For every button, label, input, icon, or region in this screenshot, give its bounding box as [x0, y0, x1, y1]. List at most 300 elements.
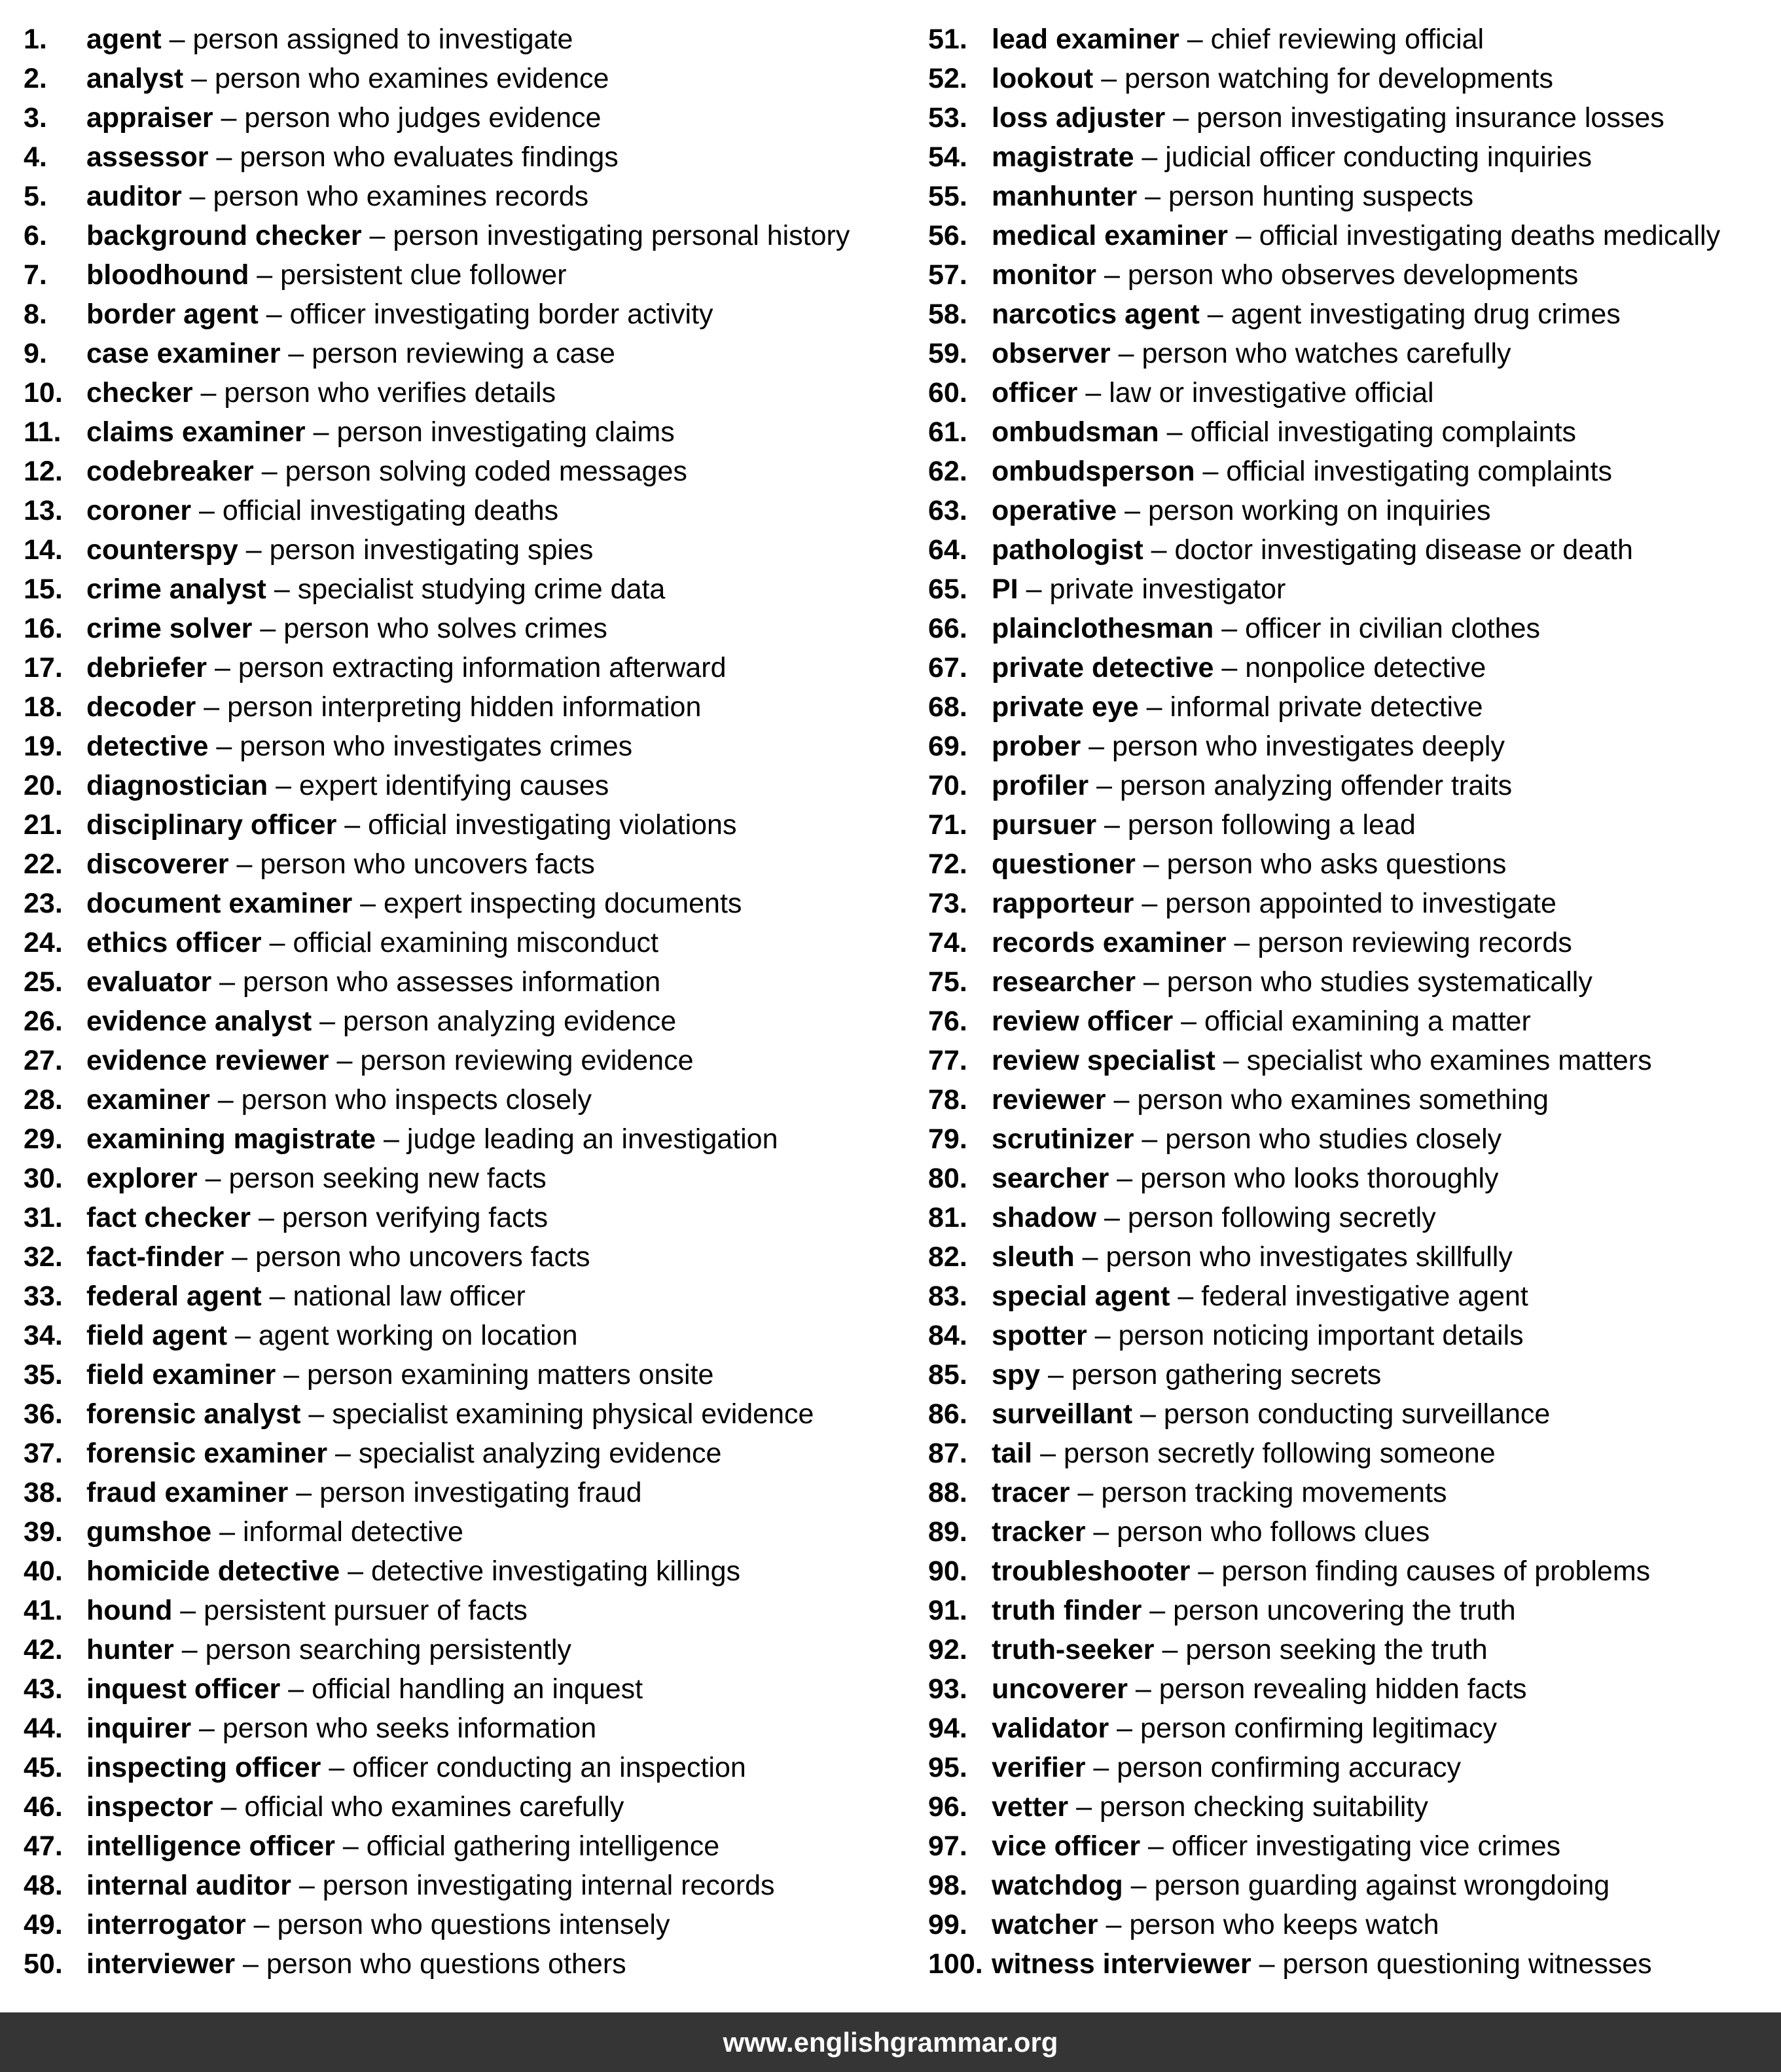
item-number: 84.: [928, 1320, 967, 1351]
item-number: 50.: [24, 1948, 63, 1980]
item-separator: –: [1190, 1555, 1222, 1587]
list-item: [24, 727, 632, 766]
list-item: [928, 1552, 1650, 1591]
item-separator: –: [312, 1006, 344, 1037]
item-separator: –: [1085, 1516, 1117, 1548]
item-definition: person who observes developments: [1127, 259, 1579, 291]
list-item: [928, 1944, 1652, 1984]
word-list-column-left: [24, 20, 927, 1984]
item-term: vice officer: [992, 1830, 1141, 1862]
item-term: assessor: [86, 141, 209, 173]
item-number: 20.: [24, 770, 63, 801]
list-item: [928, 530, 1633, 570]
list-item: [928, 177, 1473, 216]
item-definition: person questioning witnesses: [1282, 1948, 1652, 1980]
item-definition: person searching persistently: [205, 1634, 571, 1665]
item-term: review officer: [992, 1006, 1174, 1037]
item-definition: person who uncovers facts: [260, 848, 595, 880]
item-definition: person who studies closely: [1165, 1123, 1502, 1155]
item-term: diagnostician: [86, 770, 268, 801]
item-term: pursuer: [992, 809, 1097, 841]
item-definition: official investigating deaths medically: [1259, 220, 1721, 251]
item-definition: person who investigates skillfully: [1106, 1241, 1513, 1273]
item-separator: –: [1068, 1791, 1100, 1823]
item-term: analyst: [86, 63, 184, 94]
list-item: [928, 1905, 1439, 1944]
item-term: medical examiner: [992, 220, 1228, 251]
item-number: 70.: [928, 770, 967, 801]
item-term: evidence analyst: [86, 1006, 312, 1037]
item-definition: official handling an inquest: [312, 1673, 643, 1705]
item-term: records examiner: [992, 927, 1227, 958]
item-separator: –: [211, 1516, 243, 1548]
list-item: [24, 530, 593, 570]
list-item: [24, 1630, 571, 1669]
item-term: tracker: [992, 1516, 1086, 1548]
item-definition: person who investigates crimes: [240, 731, 633, 762]
item-separator: –: [208, 141, 240, 173]
item-definition: person investigating fraud: [319, 1477, 642, 1508]
item-definition: agent working on location: [258, 1320, 578, 1351]
item-definition: person who questions others: [266, 1948, 626, 1980]
item-definition: person who follows clues: [1117, 1516, 1430, 1548]
item-number: 60.: [928, 377, 967, 409]
list-item: [928, 1002, 1531, 1041]
item-term: truth finder: [992, 1595, 1142, 1626]
item-definition: chief reviewing official: [1210, 24, 1484, 55]
item-definition: person working on inquiries: [1148, 495, 1491, 526]
list-item: [928, 334, 1511, 373]
list-item: [928, 805, 1416, 845]
item-separator: –: [1140, 1830, 1172, 1862]
list-item: [928, 1434, 1496, 1473]
item-separator: –: [1135, 966, 1167, 998]
item-term: tracer: [992, 1477, 1070, 1508]
item-separator: –: [1096, 1202, 1128, 1233]
item-term: monitor: [992, 259, 1097, 291]
item-definition: person investigating spies: [269, 534, 594, 566]
item-term: interrogator: [86, 1909, 246, 1940]
item-definition: person who looks thoroughly: [1140, 1163, 1499, 1194]
list-item: [928, 137, 1592, 177]
list-item: [24, 1355, 713, 1394]
item-definition: expert identifying causes: [298, 770, 609, 801]
item-separator: –: [238, 534, 270, 566]
item-number: 3.: [24, 102, 47, 134]
item-separator: –: [276, 1359, 307, 1390]
item-definition: person following a lead: [1127, 809, 1416, 841]
item-number: 53.: [928, 102, 967, 134]
list-item: [928, 1473, 1447, 1512]
list-item: [928, 687, 1483, 727]
list-item: [24, 609, 607, 648]
item-number: 27.: [24, 1045, 63, 1076]
item-term: loss adjuster: [992, 102, 1166, 134]
item-term: vetter: [992, 1791, 1069, 1823]
item-definition: person uncovering the truth: [1173, 1595, 1516, 1626]
list-item: [24, 1159, 547, 1198]
item-definition: persistent clue follower: [280, 259, 567, 291]
list-item: [24, 1827, 719, 1866]
item-number: 80.: [928, 1163, 967, 1194]
list-item: [928, 648, 1486, 687]
item-definition: person tracking movements: [1101, 1477, 1447, 1508]
item-number: 23.: [24, 888, 63, 919]
item-separator: –: [1226, 927, 1258, 958]
list-item: [24, 962, 660, 1002]
list-item: [24, 1669, 643, 1709]
item-separator: –: [261, 1281, 293, 1312]
item-number: 42.: [24, 1634, 63, 1665]
item-definition: person revealing hidden facts: [1159, 1673, 1527, 1705]
item-definition: person hunting suspects: [1168, 181, 1474, 212]
item-separator: –: [258, 299, 290, 330]
item-term: agent: [86, 24, 162, 55]
item-definition: official investigating violations: [368, 809, 737, 841]
item-definition: person investigating personal history: [393, 220, 850, 251]
item-separator: –: [183, 63, 215, 94]
item-term: inspector: [86, 1791, 213, 1823]
item-term: detective: [86, 731, 209, 762]
item-number: 67.: [928, 652, 967, 683]
list-item: [24, 373, 556, 412]
item-number: 92.: [928, 1634, 967, 1665]
item-number: 44.: [24, 1713, 63, 1744]
item-definition: person who seeks information: [222, 1713, 597, 1744]
item-definition: person solving coded messages: [285, 456, 687, 487]
list-item: [928, 570, 1286, 609]
item-number: 8.: [24, 299, 47, 330]
item-definition: person who judges evidence: [244, 102, 602, 134]
item-number: 41.: [24, 1595, 63, 1626]
item-term: lookout: [992, 63, 1094, 94]
list-item: [24, 1277, 526, 1316]
item-term: troubleshooter: [992, 1555, 1191, 1587]
list-item: [928, 1827, 1560, 1866]
item-definition: person who examines records: [213, 181, 589, 212]
item-number: 37.: [24, 1438, 63, 1469]
item-definition: person appointed to investigate: [1165, 888, 1556, 919]
item-definition: person seeking the truth: [1185, 1634, 1488, 1665]
item-term: magistrate: [992, 141, 1134, 173]
item-number: 81.: [928, 1202, 967, 1233]
item-definition: private investigator: [1049, 573, 1286, 605]
list-item: [24, 687, 701, 727]
item-separator: –: [1135, 848, 1167, 880]
item-term: disciplinary officer: [86, 809, 337, 841]
item-term: review specialist: [992, 1045, 1215, 1076]
item-separator: –: [280, 338, 312, 369]
item-term: examining magistrate: [86, 1123, 376, 1155]
item-separator: –: [1142, 1595, 1174, 1626]
item-number: 6.: [24, 220, 47, 251]
list-item: [928, 1630, 1488, 1669]
item-definition: person gathering secrets: [1071, 1359, 1382, 1390]
item-separator: –: [161, 24, 193, 55]
item-separator: –: [173, 1634, 206, 1665]
item-separator: –: [334, 1830, 367, 1862]
item-term: manhunter: [992, 181, 1138, 212]
item-definition: officer investigating vice crimes: [1171, 1830, 1561, 1862]
item-definition: person who questions intensely: [277, 1909, 670, 1940]
item-separator: –: [172, 1595, 204, 1626]
item-number: 13.: [24, 495, 63, 526]
item-definition: person who inspects closely: [241, 1084, 592, 1116]
item-term: debriefer: [86, 652, 207, 683]
item-number: 26.: [24, 1006, 63, 1037]
item-number: 16.: [24, 613, 63, 644]
list-item: [928, 609, 1540, 648]
list-item: [24, 1434, 721, 1473]
item-separator: –: [211, 966, 243, 998]
item-number: 25.: [24, 966, 63, 998]
list-item: [24, 98, 601, 137]
item-number: 12.: [24, 456, 63, 487]
item-term: spy: [992, 1359, 1041, 1390]
item-definition: person guarding against wrongdoing: [1154, 1870, 1610, 1901]
item-number: 77.: [928, 1045, 967, 1076]
word-list: [0, 20, 1781, 1984]
list-item: [928, 845, 1506, 884]
item-term: explorer: [86, 1163, 198, 1194]
item-term: forensic examiner: [86, 1438, 328, 1469]
item-separator: –: [1032, 1438, 1064, 1469]
item-separator: –: [191, 1713, 223, 1744]
list-item: [928, 1277, 1528, 1316]
item-definition: informal detective: [242, 1516, 463, 1548]
item-term: validator: [992, 1713, 1109, 1744]
list-item: [928, 1709, 1497, 1748]
item-separator: –: [1087, 1320, 1119, 1351]
item-term: prober: [992, 731, 1081, 762]
item-definition: expert inspecting documents: [384, 888, 742, 919]
item-number: 22.: [24, 848, 63, 880]
item-separator: –: [224, 1241, 256, 1273]
item-separator: –: [1138, 691, 1170, 723]
item-number: 95.: [928, 1752, 967, 1783]
list-item: [24, 1905, 670, 1944]
item-number: 14.: [24, 534, 63, 566]
list-item: [24, 216, 850, 255]
item-separator: –: [327, 1438, 359, 1469]
item-definition: person confirming accuracy: [1117, 1752, 1462, 1783]
item-number: 48.: [24, 1870, 63, 1901]
list-item: [928, 727, 1505, 766]
item-term: ombudsperson: [992, 456, 1195, 487]
list-item: [24, 412, 675, 452]
item-term: scrutinizer: [992, 1123, 1134, 1155]
item-separator: –: [1170, 1281, 1202, 1312]
list-item: [928, 1041, 1652, 1080]
list-item: [24, 255, 567, 295]
list-item: [928, 962, 1592, 1002]
item-term: border agent: [86, 299, 259, 330]
item-term: counterspy: [86, 534, 238, 566]
item-number: 82.: [928, 1241, 967, 1273]
item-number: 93.: [928, 1673, 967, 1705]
list-item: [24, 137, 619, 177]
item-number: 24.: [24, 927, 63, 958]
item-term: questioner: [992, 848, 1136, 880]
item-definition: person investigating claims: [336, 416, 675, 448]
item-definition: person seeking new facts: [228, 1163, 547, 1194]
item-number: 85.: [928, 1359, 967, 1390]
item-term: field examiner: [86, 1359, 276, 1390]
item-definition: person who keeps watch: [1129, 1909, 1439, 1940]
item-separator: –: [361, 220, 393, 251]
item-number: 100.: [928, 1948, 983, 1980]
list-item: [928, 20, 1484, 59]
item-number: 29.: [24, 1123, 63, 1155]
item-separator: –: [1134, 141, 1166, 173]
item-term: operative: [992, 495, 1117, 526]
item-number: 33.: [24, 1281, 63, 1312]
item-definition: specialist analyzing evidence: [358, 1438, 722, 1469]
item-separator: –: [1179, 24, 1211, 55]
item-definition: official who examines carefully: [244, 1791, 624, 1823]
item-definition: person assigned to investigate: [192, 24, 573, 55]
list-item: [928, 1669, 1527, 1709]
item-term: searcher: [992, 1163, 1109, 1194]
item-term: auditor: [86, 181, 182, 212]
item-definition: judicial officer conducting inquiries: [1165, 141, 1592, 173]
item-term: tail: [992, 1438, 1033, 1469]
item-definition: person checking suitability: [1099, 1791, 1428, 1823]
item-separator: –: [1127, 1673, 1159, 1705]
item-term: officer: [992, 377, 1078, 409]
item-number: 91.: [928, 1595, 967, 1626]
item-separator: –: [376, 1123, 407, 1155]
item-term: coroner: [86, 495, 192, 526]
item-number: 43.: [24, 1673, 63, 1705]
item-separator: –: [1093, 63, 1125, 94]
item-term: spotter: [992, 1320, 1087, 1351]
item-definition: person who examines something: [1137, 1084, 1549, 1116]
list-item: [928, 295, 1621, 334]
item-number: 66.: [928, 613, 967, 644]
item-definition: person who solves crimes: [283, 613, 607, 644]
item-definition: person who asks questions: [1166, 848, 1507, 880]
item-number: 97.: [928, 1830, 967, 1862]
item-separator: –: [1098, 1909, 1130, 1940]
list-item: [928, 1787, 1428, 1827]
item-term: background checker: [86, 220, 362, 251]
list-item: [24, 1552, 740, 1591]
item-definition: person secretly following someone: [1063, 1438, 1496, 1469]
item-separator: –: [245, 1909, 278, 1940]
item-term: watcher: [992, 1909, 1098, 1940]
item-number: 59.: [928, 338, 967, 369]
list-item: [24, 1944, 626, 1984]
item-definition: officer investigating border activity: [289, 299, 713, 330]
item-definition: national law officer: [293, 1281, 526, 1312]
item-definition: person investigating insurance losses: [1196, 102, 1664, 134]
item-number: 10.: [24, 377, 63, 409]
item-number: 7.: [24, 259, 47, 291]
item-definition: officer in civilian clothes: [1245, 613, 1541, 644]
item-number: 54.: [928, 141, 967, 173]
item-term: ombudsman: [992, 416, 1159, 448]
item-number: 69.: [928, 731, 967, 762]
item-term: examiner: [86, 1084, 210, 1116]
item-separator: –: [1074, 1241, 1106, 1273]
item-number: 62.: [928, 456, 967, 487]
list-item: [928, 1748, 1461, 1787]
item-definition: specialist who examines matters: [1246, 1045, 1652, 1076]
item-number: 72.: [928, 848, 967, 880]
list-item: [24, 1709, 596, 1748]
list-item: [928, 1866, 1610, 1905]
list-item: [928, 255, 1578, 295]
item-definition: person conducting surveillance: [1163, 1398, 1551, 1430]
item-number: 64.: [928, 534, 967, 566]
item-number: 18.: [24, 691, 63, 723]
item-term: researcher: [992, 966, 1136, 998]
item-separator: –: [291, 1870, 323, 1901]
item-number: 56.: [928, 220, 967, 251]
item-definition: person reviewing a case: [312, 338, 615, 369]
item-number: 4.: [24, 141, 47, 173]
item-term: crime solver: [86, 613, 253, 644]
item-number: 46.: [24, 1791, 63, 1823]
item-separator: –: [1199, 299, 1231, 330]
item-term: case examiner: [86, 338, 281, 369]
item-number: 89.: [928, 1516, 967, 1548]
item-term: intelligence officer: [86, 1830, 335, 1862]
item-term: crime analyst: [86, 573, 266, 605]
item-term: narcotics agent: [992, 299, 1200, 330]
item-number: 76.: [928, 1006, 967, 1037]
list-item: [928, 923, 1572, 962]
item-term: special agent: [992, 1281, 1170, 1312]
item-definition: person finding causes of problems: [1221, 1555, 1651, 1587]
item-definition: doctor investigating disease or death: [1174, 534, 1633, 566]
item-separator: –: [253, 456, 285, 487]
item-term: verifier: [992, 1752, 1086, 1783]
item-term: forensic analyst: [86, 1398, 301, 1430]
item-term: checker: [86, 377, 193, 409]
item-separator: –: [196, 691, 228, 723]
item-separator: –: [1088, 770, 1120, 801]
item-number: 90.: [928, 1555, 967, 1587]
item-separator: –: [288, 1477, 320, 1508]
item-number: 1.: [24, 24, 47, 55]
item-definition: person who examines evidence: [215, 63, 609, 94]
item-number: 2.: [24, 63, 47, 94]
item-definition: nonpolice detective: [1245, 652, 1486, 683]
item-term: internal auditor: [86, 1870, 291, 1901]
item-number: 58.: [928, 299, 967, 330]
item-term: witness interviewer: [992, 1948, 1251, 1980]
list-item: [928, 59, 1553, 98]
item-definition: person who watches carefully: [1142, 338, 1511, 369]
item-separator: –: [1117, 495, 1149, 526]
list-item: [24, 1394, 814, 1434]
item-definition: persistent pursuer of facts: [204, 1595, 528, 1626]
item-separator: –: [181, 181, 213, 212]
item-separator: –: [266, 573, 298, 605]
list-item: [928, 491, 1490, 530]
item-separator: –: [300, 1398, 333, 1430]
item-separator: –: [280, 1673, 312, 1705]
item-separator: –: [249, 259, 281, 291]
item-definition: informal private detective: [1170, 691, 1483, 723]
item-number: 17.: [24, 652, 63, 683]
item-term: homicide detective: [86, 1555, 340, 1587]
list-item: [928, 1394, 1550, 1434]
list-item: [928, 1512, 1430, 1552]
item-term: plainclothesman: [992, 613, 1214, 644]
